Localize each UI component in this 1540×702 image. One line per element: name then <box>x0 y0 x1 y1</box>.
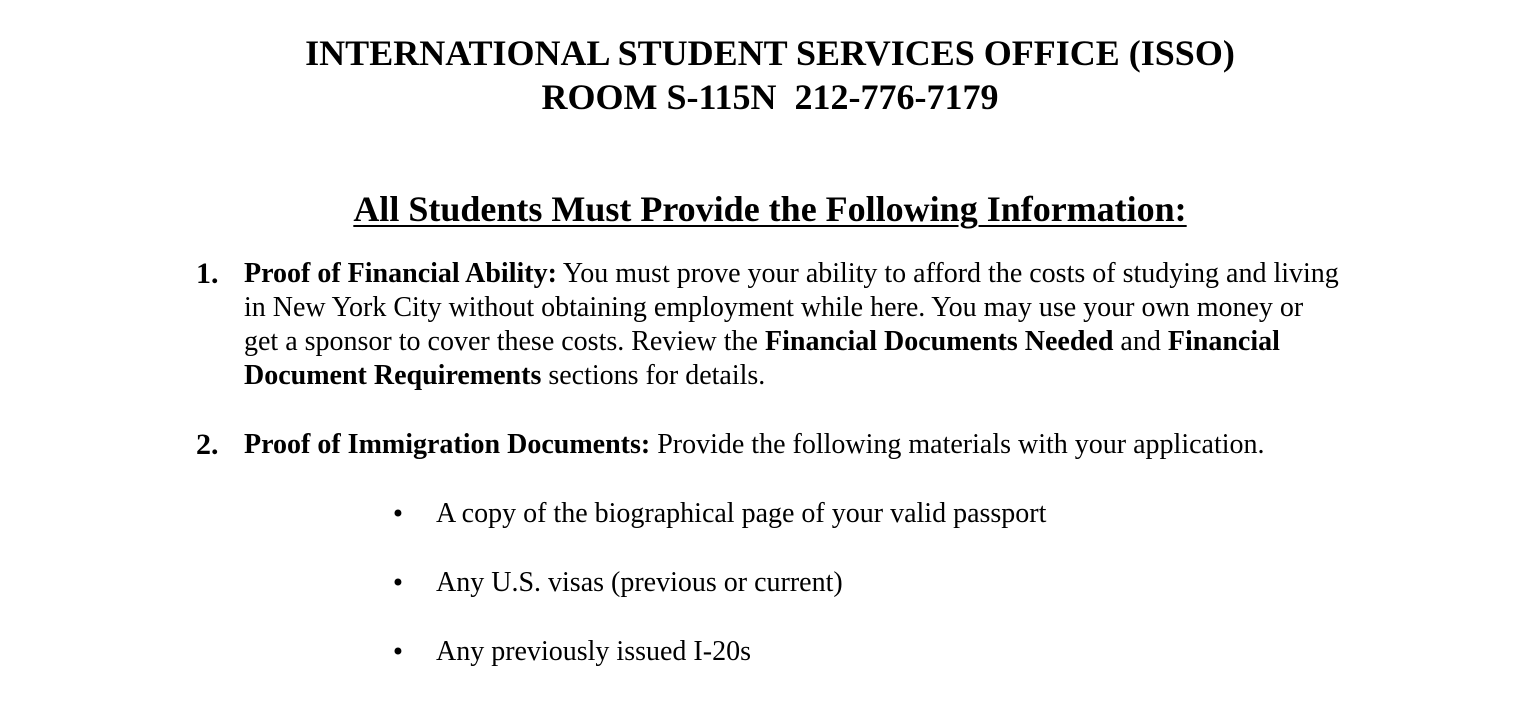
item-title: Proof of Immigration Documents: <box>244 429 651 460</box>
bullet-icon: • <box>390 638 406 666</box>
item-number: 1. <box>196 257 219 290</box>
financial-document-requirements-ref: Financial Document Requirements <box>244 326 1280 391</box>
item-body-text: and <box>1113 326 1168 357</box>
item-number: 2. <box>196 428 219 461</box>
financial-documents-needed-ref: Financial Documents Needed <box>764 326 1114 357</box>
bullet-text: Any U.S. visas (previous or current) <box>436 567 843 598</box>
bullet-text: A copy of the biographical page of your valid passport <box>436 498 1047 529</box>
item-title: Proof of Financial Ability: <box>244 258 557 289</box>
item-paragraph <box>244 428 1344 462</box>
item-body-text: sections for details. <box>541 360 766 391</box>
room-phone-heading: ROOM S-115N 212-776-7179 <box>541 77 999 117</box>
item-body-text: You must prove your ability to afford the costs of studying and living in New York City without obtaining employment while here. You may use your own money or get a sponsor to cover these costs. Review the <box>244 258 1339 357</box>
item-body-text: Provide the following materials with your application. <box>650 429 1265 460</box>
bullet-icon: • <box>390 569 406 597</box>
section-heading <box>0 186 1540 232</box>
office-name-heading: INTERNATIONAL STUDENT SERVICES OFFICE (ISSO) <box>305 33 1235 73</box>
item-paragraph <box>244 257 1339 393</box>
bullet-icon: • <box>390 500 406 528</box>
section-heading-text: All Students Must Provide the Following Information: <box>353 189 1187 229</box>
bullet-text: Any previously issued I-20s <box>436 636 751 667</box>
